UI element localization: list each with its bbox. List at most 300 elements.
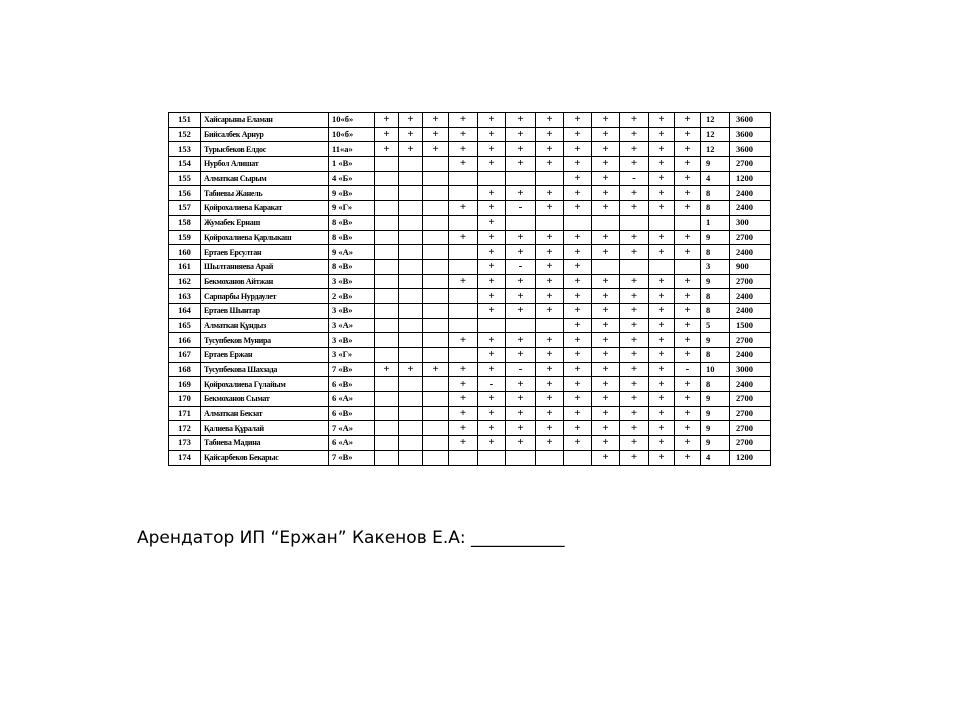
count-cell: 10 bbox=[701, 362, 730, 377]
mark-cell: + bbox=[620, 406, 649, 421]
mark-cell: + bbox=[449, 274, 478, 289]
student-name-cell: Қойрохалиева Қарлыкаш bbox=[201, 230, 329, 245]
mark-cell bbox=[423, 348, 449, 363]
mark-cell: + bbox=[564, 377, 592, 392]
mark-cell: + bbox=[506, 289, 536, 304]
mark-cell: + bbox=[675, 406, 701, 421]
mark-cell bbox=[423, 406, 449, 421]
mark-cell bbox=[449, 289, 478, 304]
mark-cell: - bbox=[506, 259, 536, 274]
student-name-cell: Қайсарбеков Бекарыс bbox=[201, 450, 329, 465]
count-cell: 9 bbox=[701, 406, 730, 421]
mark-cell: + bbox=[449, 392, 478, 407]
mark-cell: + bbox=[478, 142, 506, 157]
count-cell: 8 bbox=[701, 201, 730, 216]
student-name-cell: Ертаев Ерсултан bbox=[201, 245, 329, 260]
mark-cell: + bbox=[478, 333, 506, 348]
mark-cell: + bbox=[620, 348, 649, 363]
mark-cell: + bbox=[564, 259, 592, 274]
mark-cell: + bbox=[449, 127, 478, 142]
count-cell: 3 bbox=[701, 259, 730, 274]
mark-cell: + bbox=[564, 245, 592, 260]
student-name-cell: Хайсарыны Еламан bbox=[201, 113, 329, 128]
count-cell: 8 bbox=[701, 348, 730, 363]
row-number-cell: 167 bbox=[169, 348, 201, 363]
mark-cell: + bbox=[536, 142, 564, 157]
row-number-cell: 154 bbox=[169, 157, 201, 172]
mark-cell: + bbox=[478, 201, 506, 216]
row-number-cell: 174 bbox=[169, 450, 201, 465]
mark-cell: + bbox=[675, 127, 701, 142]
mark-cell: + bbox=[564, 142, 592, 157]
student-name-cell: Сарпарбы Нурдаулет bbox=[201, 289, 329, 304]
mark-cell: + bbox=[375, 362, 399, 377]
table-row bbox=[169, 436, 771, 451]
class-cell: 2 «В» bbox=[329, 289, 375, 304]
mark-cell: + bbox=[536, 201, 564, 216]
mark-cell bbox=[375, 186, 399, 201]
mark-cell: + bbox=[675, 303, 701, 318]
class-cell: 10«б» bbox=[329, 127, 375, 142]
mark-cell: + bbox=[592, 450, 620, 465]
mark-cell: + bbox=[449, 142, 478, 157]
mark-cell bbox=[536, 450, 564, 465]
mark-cell bbox=[423, 274, 449, 289]
mark-cell: + bbox=[564, 333, 592, 348]
mark-cell: + bbox=[506, 274, 536, 289]
mark-cell: + bbox=[592, 289, 620, 304]
mark-cell: + bbox=[478, 406, 506, 421]
mark-cell bbox=[375, 201, 399, 216]
count-cell: 12 bbox=[701, 113, 730, 128]
class-cell: 10«б» bbox=[329, 113, 375, 128]
mark-cell: + bbox=[620, 450, 649, 465]
mark-cell: + bbox=[478, 362, 506, 377]
mark-cell: + bbox=[592, 318, 620, 333]
mark-cell: + bbox=[675, 436, 701, 451]
class-cell: 8 «В» bbox=[329, 215, 375, 230]
mark-cell: + bbox=[564, 436, 592, 451]
row-number-cell: 170 bbox=[169, 392, 201, 407]
mark-cell: + bbox=[478, 274, 506, 289]
amount-cell: 3600 bbox=[730, 142, 771, 157]
row-number-cell: 166 bbox=[169, 333, 201, 348]
mark-cell bbox=[375, 215, 399, 230]
table-row bbox=[169, 127, 771, 142]
amount-cell: 2400 bbox=[730, 201, 771, 216]
mark-cell bbox=[423, 186, 449, 201]
mark-cell: + bbox=[592, 186, 620, 201]
student-name-cell: Табиева Мадина bbox=[201, 436, 329, 451]
mark-cell: - bbox=[506, 362, 536, 377]
mark-cell: + bbox=[449, 201, 478, 216]
mark-cell bbox=[449, 318, 478, 333]
mark-cell bbox=[536, 171, 564, 186]
mark-cell: + bbox=[536, 362, 564, 377]
mark-cell: + bbox=[536, 127, 564, 142]
mark-cell: + bbox=[399, 362, 423, 377]
row-number-cell: 171 bbox=[169, 406, 201, 421]
amount-cell: 2700 bbox=[730, 333, 771, 348]
mark-cell: + bbox=[675, 392, 701, 407]
mark-cell: + bbox=[536, 303, 564, 318]
mark-cell: + bbox=[649, 289, 675, 304]
mark-cell: + bbox=[449, 362, 478, 377]
class-cell: 9 «А» bbox=[329, 245, 375, 260]
mark-cell bbox=[399, 245, 423, 260]
mark-cell: + bbox=[649, 171, 675, 186]
row-number-cell: 159 bbox=[169, 230, 201, 245]
amount-cell: 2400 bbox=[730, 348, 771, 363]
mark-cell: + bbox=[478, 113, 506, 128]
table-row bbox=[169, 245, 771, 260]
class-cell: 6 «А» bbox=[329, 392, 375, 407]
mark-cell bbox=[375, 289, 399, 304]
mark-cell: + bbox=[675, 274, 701, 289]
mark-cell: + bbox=[449, 406, 478, 421]
student-name-cell: Турысбеков Елдос bbox=[201, 142, 329, 157]
mark-cell bbox=[399, 392, 423, 407]
table-row bbox=[169, 406, 771, 421]
mark-cell: + bbox=[675, 245, 701, 260]
class-cell: 7 «В» bbox=[329, 450, 375, 465]
mark-cell: + bbox=[592, 348, 620, 363]
mark-cell: + bbox=[564, 362, 592, 377]
student-name-cell: Қалиева Құралай bbox=[201, 421, 329, 436]
mark-cell: + bbox=[649, 318, 675, 333]
mark-cell bbox=[399, 318, 423, 333]
mark-cell bbox=[399, 289, 423, 304]
mark-cell: + bbox=[564, 303, 592, 318]
table-row bbox=[169, 171, 771, 186]
mark-cell bbox=[478, 171, 506, 186]
mark-cell bbox=[375, 333, 399, 348]
mark-cell bbox=[375, 421, 399, 436]
mark-cell: + bbox=[620, 303, 649, 318]
mark-cell: + bbox=[649, 245, 675, 260]
mark-cell bbox=[620, 259, 649, 274]
class-cell: 3 «А» bbox=[329, 318, 375, 333]
mark-cell: + bbox=[478, 230, 506, 245]
mark-cell: + bbox=[592, 274, 620, 289]
mark-cell: + bbox=[649, 377, 675, 392]
mark-cell bbox=[423, 421, 449, 436]
mark-cell bbox=[399, 201, 423, 216]
mark-cell bbox=[375, 318, 399, 333]
mark-cell: + bbox=[536, 348, 564, 363]
mark-cell bbox=[592, 215, 620, 230]
mark-cell bbox=[375, 348, 399, 363]
mark-cell bbox=[506, 318, 536, 333]
mark-cell: + bbox=[536, 274, 564, 289]
table-row bbox=[169, 450, 771, 465]
table-row bbox=[169, 113, 771, 128]
mark-cell bbox=[399, 215, 423, 230]
mark-cell bbox=[620, 215, 649, 230]
mark-cell: + bbox=[592, 392, 620, 407]
mark-cell bbox=[423, 392, 449, 407]
mark-cell: + bbox=[620, 157, 649, 172]
mark-cell bbox=[399, 230, 423, 245]
amount-cell: 2400 bbox=[730, 303, 771, 318]
mark-cell bbox=[423, 303, 449, 318]
student-name-cell: Тусупбеков Мунира bbox=[201, 333, 329, 348]
mark-cell: + bbox=[592, 362, 620, 377]
table-body bbox=[169, 113, 771, 466]
class-cell: 9 «Г» bbox=[329, 201, 375, 216]
class-cell: 4 «Б» bbox=[329, 171, 375, 186]
mark-cell: + bbox=[564, 186, 592, 201]
mark-cell: + bbox=[649, 392, 675, 407]
mark-cell bbox=[449, 245, 478, 260]
mark-cell bbox=[449, 303, 478, 318]
class-cell: 7 «В» bbox=[329, 362, 375, 377]
row-number-cell: 152 bbox=[169, 127, 201, 142]
mark-cell: + bbox=[536, 157, 564, 172]
mark-cell: + bbox=[423, 142, 449, 157]
mark-cell: + bbox=[649, 303, 675, 318]
mark-cell: + bbox=[478, 127, 506, 142]
count-cell: 8 bbox=[701, 186, 730, 201]
mark-cell bbox=[423, 245, 449, 260]
mark-cell bbox=[375, 450, 399, 465]
row-number-cell: 151 bbox=[169, 113, 201, 128]
table-row bbox=[169, 289, 771, 304]
row-number-cell: 172 bbox=[169, 421, 201, 436]
mark-cell: + bbox=[620, 362, 649, 377]
count-cell: 9 bbox=[701, 230, 730, 245]
mark-cell: - bbox=[506, 201, 536, 216]
table-row bbox=[169, 186, 771, 201]
count-cell: 4 bbox=[701, 171, 730, 186]
mark-cell: + bbox=[620, 333, 649, 348]
table-row bbox=[169, 392, 771, 407]
mark-cell bbox=[423, 259, 449, 274]
mark-cell bbox=[506, 450, 536, 465]
table-row bbox=[169, 348, 771, 363]
amount-cell: 900 bbox=[730, 259, 771, 274]
mark-cell: + bbox=[649, 230, 675, 245]
mark-cell bbox=[375, 230, 399, 245]
mark-cell: + bbox=[536, 186, 564, 201]
table-row bbox=[169, 259, 771, 274]
mark-cell: + bbox=[620, 230, 649, 245]
table-row bbox=[169, 362, 771, 377]
mark-cell: + bbox=[675, 157, 701, 172]
mark-cell: + bbox=[592, 230, 620, 245]
mark-cell bbox=[375, 377, 399, 392]
amount-cell: 2700 bbox=[730, 392, 771, 407]
class-cell: 6 «В» bbox=[329, 406, 375, 421]
mark-cell bbox=[423, 318, 449, 333]
class-cell: 6 «А» bbox=[329, 436, 375, 451]
count-cell: 8 bbox=[701, 245, 730, 260]
mark-cell bbox=[399, 171, 423, 186]
mark-cell: + bbox=[564, 113, 592, 128]
amount-cell: 3600 bbox=[730, 127, 771, 142]
mark-cell: + bbox=[649, 142, 675, 157]
mark-cell: + bbox=[649, 406, 675, 421]
mark-cell: + bbox=[375, 142, 399, 157]
mark-cell bbox=[375, 157, 399, 172]
class-cell: 3 «Г» bbox=[329, 348, 375, 363]
mark-cell bbox=[423, 377, 449, 392]
mark-cell: + bbox=[620, 318, 649, 333]
amount-cell: 3000 bbox=[730, 362, 771, 377]
mark-cell bbox=[375, 245, 399, 260]
mark-cell: + bbox=[449, 157, 478, 172]
mark-cell: + bbox=[592, 333, 620, 348]
mark-cell: + bbox=[506, 348, 536, 363]
table-row bbox=[169, 377, 771, 392]
amount-cell: 2700 bbox=[730, 421, 771, 436]
mark-cell: + bbox=[506, 230, 536, 245]
mark-cell: + bbox=[620, 201, 649, 216]
mark-cell: + bbox=[506, 406, 536, 421]
mark-cell bbox=[375, 303, 399, 318]
table-row bbox=[169, 215, 771, 230]
mark-cell: + bbox=[675, 421, 701, 436]
mark-cell: + bbox=[592, 113, 620, 128]
student-name-cell: Табиевы Жанель bbox=[201, 186, 329, 201]
mark-cell: + bbox=[536, 406, 564, 421]
class-cell: 9 «В» bbox=[329, 186, 375, 201]
mark-cell: + bbox=[536, 245, 564, 260]
mark-cell: + bbox=[375, 113, 399, 128]
mark-cell bbox=[423, 230, 449, 245]
mark-cell: + bbox=[592, 157, 620, 172]
amount-cell: 2700 bbox=[730, 436, 771, 451]
mark-cell bbox=[375, 392, 399, 407]
mark-cell: + bbox=[536, 289, 564, 304]
row-number-cell: 164 bbox=[169, 303, 201, 318]
amount-cell: 1500 bbox=[730, 318, 771, 333]
mark-cell bbox=[592, 259, 620, 274]
signature-line: Арендатор ИП “Ержан” Какенов Е.А: ___________ bbox=[137, 528, 565, 548]
mark-cell: + bbox=[675, 289, 701, 304]
mark-cell: + bbox=[536, 333, 564, 348]
mark-cell: + bbox=[675, 450, 701, 465]
mark-cell: + bbox=[620, 186, 649, 201]
mark-cell bbox=[423, 289, 449, 304]
student-name-cell: Бекмоханов Айтжан bbox=[201, 274, 329, 289]
class-cell: 7 «А» bbox=[329, 421, 375, 436]
mark-cell: + bbox=[592, 406, 620, 421]
mark-cell: + bbox=[649, 436, 675, 451]
mark-cell: + bbox=[649, 421, 675, 436]
mark-cell bbox=[399, 377, 423, 392]
student-name-cell: Алматкан Бекзат bbox=[201, 406, 329, 421]
table-row bbox=[169, 142, 771, 157]
mark-cell: + bbox=[649, 186, 675, 201]
mark-cell: + bbox=[620, 289, 649, 304]
mark-cell: - bbox=[478, 377, 506, 392]
class-cell: 8 «В» bbox=[329, 230, 375, 245]
mark-cell: + bbox=[564, 318, 592, 333]
count-cell: 12 bbox=[701, 142, 730, 157]
student-name-cell: Алматкан Сырым bbox=[201, 171, 329, 186]
class-cell: 3 «В» bbox=[329, 274, 375, 289]
mark-cell: + bbox=[675, 377, 701, 392]
student-name-cell: Ертаев Шынтар bbox=[201, 303, 329, 318]
mark-cell: + bbox=[592, 127, 620, 142]
amount-cell: 2700 bbox=[730, 274, 771, 289]
table-row bbox=[169, 421, 771, 436]
mark-cell: + bbox=[506, 436, 536, 451]
mark-cell: + bbox=[449, 230, 478, 245]
mark-cell: + bbox=[649, 127, 675, 142]
mark-cell: + bbox=[506, 377, 536, 392]
mark-cell: + bbox=[620, 421, 649, 436]
mark-cell: + bbox=[478, 289, 506, 304]
mark-cell: + bbox=[675, 186, 701, 201]
mark-cell bbox=[449, 171, 478, 186]
count-cell: 8 bbox=[701, 303, 730, 318]
mark-cell bbox=[375, 171, 399, 186]
mark-cell bbox=[675, 259, 701, 274]
mark-cell: + bbox=[536, 259, 564, 274]
mark-cell: + bbox=[506, 157, 536, 172]
mark-cell: + bbox=[478, 259, 506, 274]
mark-cell: + bbox=[564, 421, 592, 436]
table-row bbox=[169, 303, 771, 318]
student-name-cell: Жумабек Ернаш bbox=[201, 215, 329, 230]
count-cell: 5 bbox=[701, 318, 730, 333]
mark-cell: + bbox=[423, 362, 449, 377]
mark-cell: + bbox=[675, 113, 701, 128]
mark-cell bbox=[564, 450, 592, 465]
mark-cell: + bbox=[620, 392, 649, 407]
mark-cell: + bbox=[564, 392, 592, 407]
mark-cell bbox=[506, 171, 536, 186]
amount-cell: 2400 bbox=[730, 289, 771, 304]
mark-cell: + bbox=[564, 348, 592, 363]
count-cell: 1 bbox=[701, 215, 730, 230]
student-name-cell: Бекмоханов Сымат bbox=[201, 392, 329, 407]
mark-cell bbox=[399, 348, 423, 363]
amount-cell: 2400 bbox=[730, 186, 771, 201]
amount-cell: 2400 bbox=[730, 377, 771, 392]
mark-cell bbox=[536, 318, 564, 333]
mark-cell bbox=[399, 274, 423, 289]
student-name-cell: Алматкан Құндыз bbox=[201, 318, 329, 333]
student-name-cell: Нурбол Алишат bbox=[201, 157, 329, 172]
mark-cell: + bbox=[620, 113, 649, 128]
mark-cell: + bbox=[506, 186, 536, 201]
mark-cell: + bbox=[675, 333, 701, 348]
student-name-cell: Қойрохалиева Гүлайым bbox=[201, 377, 329, 392]
mark-cell: - bbox=[620, 171, 649, 186]
mark-cell: + bbox=[449, 421, 478, 436]
class-cell: 3 «В» bbox=[329, 303, 375, 318]
mark-cell: + bbox=[478, 392, 506, 407]
amount-cell: 2700 bbox=[730, 230, 771, 245]
class-cell: 6 «В» bbox=[329, 377, 375, 392]
row-number-cell: 156 bbox=[169, 186, 201, 201]
mark-cell: + bbox=[478, 157, 506, 172]
mark-cell: + bbox=[620, 245, 649, 260]
attendance-table bbox=[168, 112, 771, 466]
mark-cell bbox=[375, 436, 399, 451]
mark-cell: + bbox=[564, 274, 592, 289]
mark-cell bbox=[423, 201, 449, 216]
mark-cell: + bbox=[564, 406, 592, 421]
count-cell: 9 bbox=[701, 436, 730, 451]
row-number-cell: 153 bbox=[169, 142, 201, 157]
mark-cell bbox=[423, 157, 449, 172]
mark-cell bbox=[423, 215, 449, 230]
mark-cell: + bbox=[592, 201, 620, 216]
